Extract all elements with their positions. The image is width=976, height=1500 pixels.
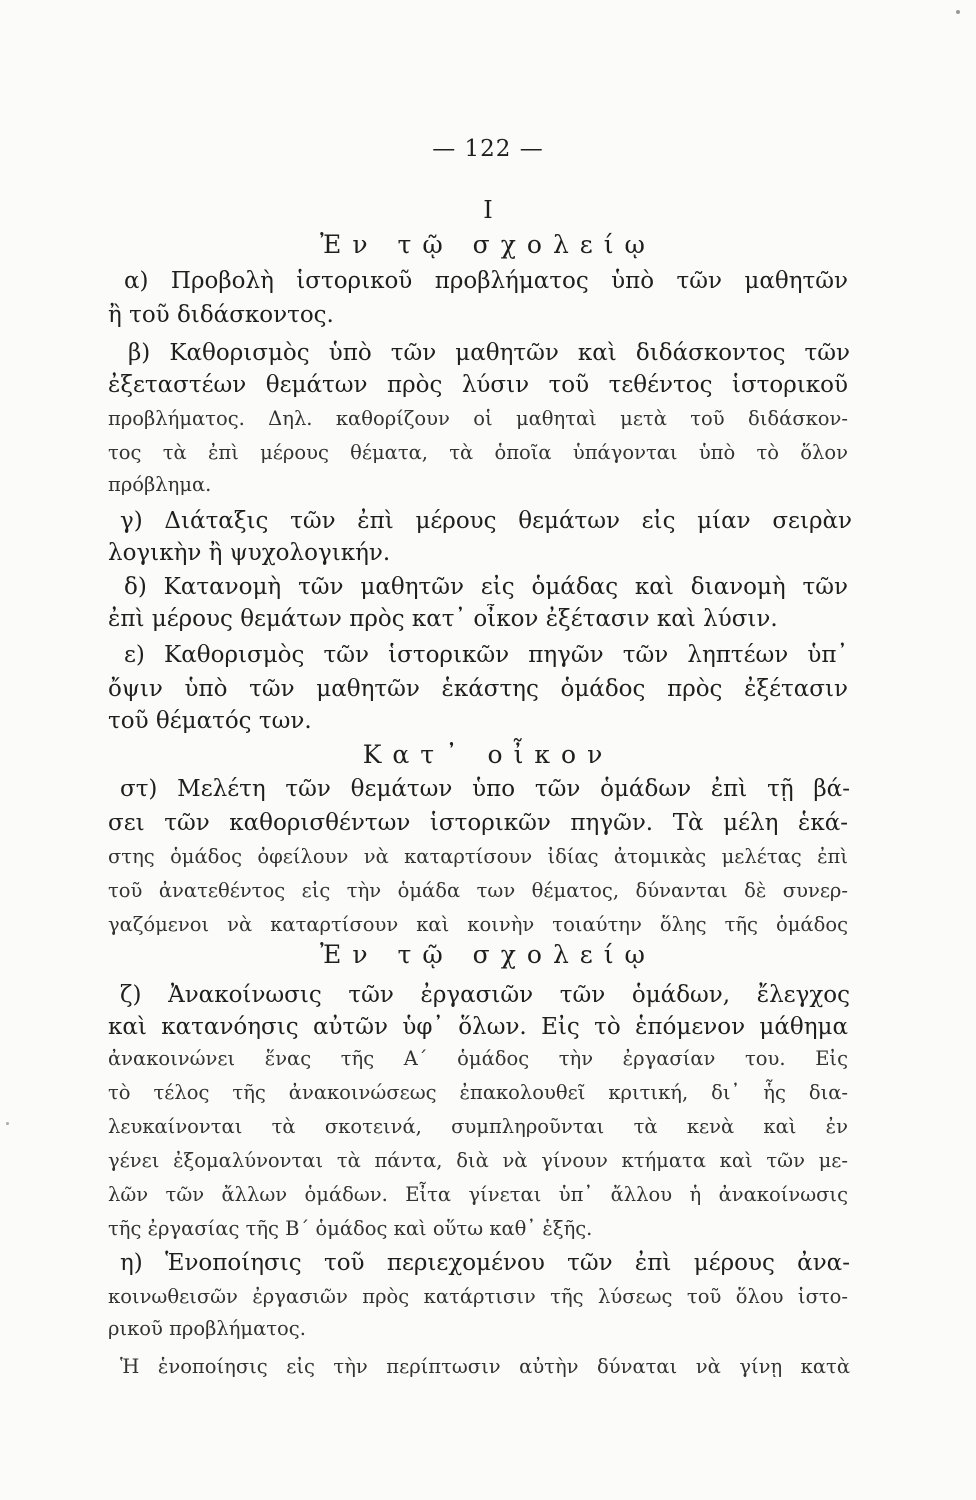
text-line: ἀνακοινώνει ἕνας τῆς Α´ ὁμάδος τὴν ἐργασίαν του. Εἰς bbox=[108, 1047, 848, 1070]
text-line: προβλήματος. Δηλ. καθορίζουν οἱ μαθηταὶ μετὰ τοῦ διδάσκον- bbox=[108, 407, 848, 430]
text-line: τος τὰ ἐπὶ μέρους θέματα, τὰ ὁποῖα ὑπάγονται ὑπὸ τὸ ὅλον bbox=[108, 441, 848, 464]
text-line: λῶν τῶν ἄλλων ὁμάδων. Εἶτα γίνεται ὑπ᾽ ἄλλου ἡ ἀνακοίνωσις bbox=[108, 1183, 848, 1206]
text-line: κοινωθεισῶν ἐργασιῶν πρὸς κατάρτισιν τῆς λύσεως τοῦ ὅλου ἱστο- bbox=[108, 1285, 848, 1308]
text-line-eta: η) Ἑνοποίησις τοῦ περιεχομένου τῶν ἐπὶ μέρους ἀνα- bbox=[120, 1250, 850, 1276]
text-line: τοῦ θέματός των. bbox=[108, 708, 312, 734]
text-line-epsilon: ε) Καθορισμὸς τῶν ἱστορικῶν πηγῶν τῶν ληπτέων ὑπ᾽ bbox=[124, 642, 848, 668]
text-line: Ἡ ἑνοποίησις εἰς τὴν περίπτωσιν αὐτὴν δύναται νὰ γίνῃ κατὰ bbox=[120, 1355, 850, 1378]
text-line: λευκαίνονται τὰ σκοτεινά, συμπληροῦνται τὰ κενὰ καὶ ἐν bbox=[108, 1115, 848, 1138]
text-line: τὸ τέλος τῆς ἀνακοινώσεως ἐπακολουθεῖ κριτική, δι᾽ ἧς δια- bbox=[108, 1081, 848, 1104]
text-line: ἐξεταστέων θεμάτων πρὸς λύσιν τοῦ τεθέντος ἱστορικοῦ bbox=[108, 372, 848, 398]
text-line: λογικὴν ἢ ψυχολογικήν. bbox=[108, 540, 391, 566]
text-line: γένει ἐξομαλύνονται τὰ πάντα, διὰ νὰ γίνουν κτήματα καὶ τῶν με- bbox=[108, 1149, 848, 1172]
text-line: γαζόμενοι νὰ καταρτίσουν καὶ κοινὴν τοιαύτην ὅλης τῆς ὁμάδος bbox=[108, 913, 848, 936]
text-line: σει τῶν καθορισθέντων ἱστορικῶν πηγῶν. Τὰ μέλη ἑκά- bbox=[108, 810, 848, 836]
text-line-zeta: ζ) Ἀνακοίνωσις τῶν ἐργασιῶν τῶν ὁμάδων, ἔλεγχος bbox=[120, 982, 850, 1008]
text-line-alpha: α) Προβολὴ ἱστορικοῦ προβλήματος ὑπὸ τῶν μαθητῶν bbox=[124, 268, 848, 294]
text-line-gamma: γ) Διάταξις τῶν ἐπὶ μέρους θεμάτων εἰς μίαν σειρὰν bbox=[120, 508, 852, 534]
heading-in-school: Ἐν τῷ σχολείῳ bbox=[320, 230, 656, 259]
text-line-stigma: στ) Μελέτη τῶν θεμάτων ὑπο τῶν ὁμάδων ἐπὶ τῇ βά- bbox=[120, 776, 850, 802]
section-numeral: I bbox=[483, 196, 493, 224]
text-line: πρόβλημα. bbox=[108, 473, 212, 496]
text-line: καὶ κατανόησις αὐτῶν ὑφ᾽ ὅλων. Εἰς τὸ ἑπόμενον μάθημα bbox=[108, 1014, 848, 1040]
page-speck bbox=[956, 10, 960, 14]
text-line-delta: δ) Κατανομὴ τῶν μαθητῶν εἰς ὁμάδας καὶ διανομὴ τῶν bbox=[124, 574, 848, 600]
text-line: ἢ τοῦ διδάσκοντος. bbox=[108, 302, 334, 328]
text-line: ρικοῦ προβλήματος. bbox=[108, 1317, 306, 1340]
text-line: ἐπὶ μέρους θεμάτων πρὸς κατ᾽ οἶκον ἐξέτασιν καὶ λύσιν. bbox=[108, 606, 778, 632]
page-number: — 122 — bbox=[432, 136, 544, 162]
heading-in-school-2: Ἐν τῷ σχολείῳ bbox=[320, 940, 656, 969]
page-speck-margin bbox=[6, 1122, 9, 1125]
text-line: τοῦ ἀνατεθέντος εἰς τὴν ὁμάδα των θέματος, δύνανται δὲ συνερ- bbox=[108, 879, 848, 902]
heading-at-home: Κατ᾽ οἶκον bbox=[362, 740, 614, 769]
text-line-beta: β) Καθορισμὸς ὑπὸ τῶν μαθητῶν καὶ διδάσκοντος τῶν bbox=[128, 340, 850, 366]
text-line: στης ὁμάδος ὀφείλουν νὰ καταρτίσουν ἰδίας ἀτομικὰς μελέτας ἐπὶ bbox=[108, 845, 848, 868]
text-line: ὄψιν ὑπὸ τῶν μαθητῶν ἑκάστης ὁμάδος πρὸς ἐξέτασιν bbox=[108, 676, 848, 702]
text-line: τῆς ἐργασίας τῆς Β´ ὁμάδος καὶ οὕτω καθ᾽ ἑξῆς. bbox=[108, 1217, 593, 1240]
